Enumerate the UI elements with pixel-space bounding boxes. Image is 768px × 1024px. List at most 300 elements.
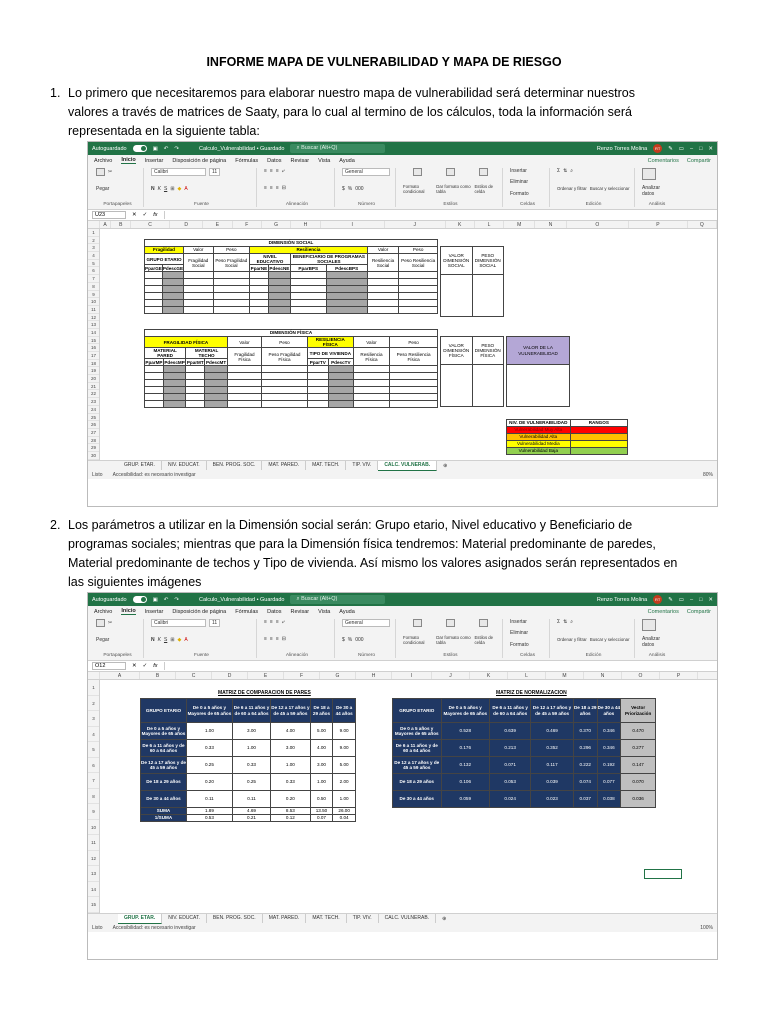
fx-icon[interactable]: fx — [153, 212, 158, 218]
font-name-select[interactable]: Calibri — [151, 168, 206, 176]
matrix-cell: 5.00 — [310, 723, 333, 740]
find-select-button[interactable]: Buscar y seleccionar — [589, 636, 630, 642]
row-number[interactable]: 3 — [88, 711, 99, 727]
status-ready: Listo — [92, 471, 103, 478]
row-number[interactable]: 10 — [88, 820, 99, 836]
pen-icon[interactable]: ✎ — [668, 145, 673, 152]
col-header[interactable]: P — [660, 672, 698, 679]
save-icon[interactable]: ▣ — [152, 145, 158, 152]
sum-icon[interactable]: Σ — [557, 619, 561, 625]
peso-header: Peso — [390, 337, 438, 348]
autosave-toggle[interactable] — [133, 145, 147, 152]
matrix-cell: 0.639 — [490, 723, 531, 740]
matrix-cell: 0.469 — [531, 723, 574, 740]
menu-inicio[interactable]: Inicio — [121, 157, 136, 163]
menu-bar — [88, 606, 717, 617]
wrap-icon[interactable]: ⤶ — [281, 168, 285, 174]
sort-filter-button[interactable]: Ordenar y filtrar — [557, 185, 587, 191]
col-header[interactable]: L — [508, 672, 546, 679]
analyze-data-icon[interactable] — [642, 168, 656, 180]
close-icon[interactable]: ✕ — [708, 145, 713, 152]
paste-label[interactable]: Pegar — [96, 637, 110, 643]
valor-dimension-fisica: VALOR DIMENSIÓN FÍSICA — [441, 337, 473, 365]
cut-icon[interactable]: ✂ — [108, 620, 113, 626]
row-label: De 6 a 11 años y de 60 a 64 años — [393, 740, 442, 757]
menu-vista[interactable]: Vista — [318, 157, 331, 164]
menu-disposicion[interactable]: Disposición de página — [172, 608, 227, 615]
format-button[interactable]: Formato — [510, 190, 529, 197]
row-number[interactable]: 24 — [88, 406, 99, 414]
enter-icon[interactable]: ✓ — [142, 663, 148, 669]
col-header[interactable]: K — [470, 672, 508, 679]
col-header[interactable]: E — [248, 672, 284, 679]
accessibility-status[interactable]: Accesibilidad: es necesario investigar — [112, 924, 196, 931]
tab-niv-educat[interactable]: NIV. EDUCAT. — [162, 461, 207, 470]
col-header[interactable]: H — [291, 221, 320, 228]
summary-cell: 0.53 — [186, 815, 232, 822]
name-box[interactable]: O12 — [92, 662, 126, 670]
underline-icon[interactable]: S — [163, 186, 168, 192]
row-number[interactable]: 6 — [88, 267, 99, 275]
level-high: Vulnerabilidad Alta — [507, 434, 571, 441]
col-header[interactable]: N — [535, 221, 566, 228]
row-number[interactable]: 3 — [88, 244, 99, 252]
ribbon — [88, 617, 717, 661]
tab-grup-etar[interactable]: GRUP. ETAR. — [118, 461, 162, 470]
menu-vista[interactable]: Vista — [318, 608, 331, 615]
tab-calc-vulnerab[interactable]: CALC. VULNERAB. — [378, 461, 437, 471]
summary-cell: 0.21 — [232, 815, 270, 822]
percent-icon[interactable]: % — [347, 186, 353, 192]
table-format-button[interactable]: Dar formato como tabla — [436, 635, 471, 645]
row-number[interactable]: 29 — [88, 444, 99, 452]
paragraph-line: valores a través de matrices de Saaty, para lo cual al termino de los cálculos, toda la información será — [68, 105, 632, 119]
border-icon[interactable]: ⊞ — [170, 186, 175, 192]
param-header: PdescMT — [205, 359, 227, 365]
row-number[interactable]: 14 — [88, 329, 99, 337]
border-icon[interactable]: ⊞ — [170, 637, 175, 643]
row-number[interactable]: 5 — [88, 260, 99, 268]
delete-button[interactable]: Eliminar — [510, 179, 529, 186]
delete-button[interactable]: Eliminar — [510, 630, 529, 637]
conditional-format-icon[interactable] — [413, 619, 422, 627]
table-format-icon[interactable] — [446, 619, 455, 627]
menu-archivo[interactable]: Archivo — [94, 157, 113, 164]
header-row — [141, 699, 356, 723]
align-middle-icon[interactable]: ≡ — [269, 168, 273, 174]
col-header[interactable]: A — [100, 221, 112, 228]
merge-icon[interactable]: ⊟ — [281, 185, 286, 191]
matrix-cell: 5.00 — [333, 757, 356, 774]
row-number[interactable]: 11 — [88, 835, 99, 851]
align-left-icon[interactable]: ≡ — [264, 185, 267, 191]
cut-icon[interactable]: ✂ — [108, 169, 113, 175]
column-header: De 0 a 5 años y Mayores de 65 años — [186, 699, 232, 723]
minimize-icon[interactable]: – — [690, 145, 694, 152]
social-title: DIMENSIÓN SOCIAL — [145, 240, 438, 247]
col-header[interactable]: F — [233, 221, 262, 228]
col-header[interactable]: F — [284, 672, 320, 679]
cells-group — [506, 619, 550, 658]
column-header: De 0 a 5 años y Mayores de 65 años — [441, 699, 490, 723]
matrix-cell: 0.33 — [232, 757, 270, 774]
vector-cell: 0.147 — [621, 757, 656, 774]
group-label: Análisis — [648, 202, 666, 207]
menu-ayuda[interactable]: Ayuda — [339, 608, 355, 615]
menu-datos[interactable]: Datos — [267, 608, 282, 615]
close-icon[interactable]: ✕ — [708, 596, 713, 603]
col-header[interactable]: Q — [688, 221, 717, 228]
row-number[interactable]: 10 — [88, 298, 99, 306]
enter-icon[interactable]: ✓ — [142, 212, 148, 218]
row-number[interactable]: 6 — [88, 758, 99, 774]
avatar[interactable]: RT — [655, 597, 661, 602]
formula-input[interactable] — [164, 662, 714, 670]
col-header[interactable]: M — [546, 672, 584, 679]
menu-formulas[interactable]: Fórmulas — [235, 157, 259, 164]
analyze-data-button[interactable]: Analizar datos — [642, 185, 661, 197]
add-sheet-icon[interactable]: ⊕ — [443, 462, 448, 469]
peso-header: Peso — [262, 337, 308, 348]
matrix-cell: 1.00 — [310, 774, 333, 791]
sort-filter-button[interactable]: Ordenar y filtrar — [557, 636, 587, 642]
tab-calc-vulnerab[interactable]: CALC. VULNERAB. — [379, 914, 436, 923]
row-number[interactable]: 13 — [88, 321, 99, 329]
table-row — [141, 740, 356, 757]
tab-tip-viv[interactable]: TIP. VIV. — [346, 461, 378, 470]
search-input[interactable]: ⌕ Buscar (Alt+Q) — [290, 144, 385, 153]
find-select-button[interactable]: Buscar y seleccionar — [589, 185, 630, 191]
font-size-select[interactable]: 11 — [209, 619, 220, 627]
minimize-icon[interactable]: – — [690, 596, 694, 603]
matrix-cell: 0.346 — [597, 740, 621, 757]
col-header[interactable]: J — [432, 672, 470, 679]
undo-icon[interactable]: ↶ — [163, 145, 169, 152]
ribbon-display-icon[interactable]: ▭ — [678, 145, 684, 152]
comments-button[interactable]: Comentarios — [647, 608, 679, 615]
align-center-icon[interactable]: ≡ — [269, 185, 273, 191]
row-label: De 30 a 44 años — [393, 791, 442, 808]
row-number[interactable]: 18 — [88, 360, 99, 368]
pen-icon[interactable]: ✎ — [668, 596, 673, 603]
row-number[interactable]: 1 — [88, 680, 99, 696]
comma-icon[interactable]: 000 — [355, 186, 364, 192]
row-number[interactable]: 1 — [88, 229, 99, 237]
col-header[interactable]: M — [504, 221, 535, 228]
row-number[interactable]: 9 — [88, 291, 99, 299]
font-color-icon[interactable]: A — [184, 186, 188, 192]
matrix-cell: 0.132 — [441, 757, 490, 774]
tab-grup-etar[interactable]: GRUP. ETAR. — [118, 914, 162, 924]
selected-cell[interactable] — [644, 869, 682, 879]
row-number[interactable]: 19 — [88, 367, 99, 375]
row-number[interactable]: 12 — [88, 851, 99, 867]
col-header[interactable]: I — [392, 672, 432, 679]
menu-ayuda[interactable]: Ayuda — [339, 157, 355, 164]
tab-mat-tech[interactable]: MAT. TECH. — [306, 461, 346, 470]
row-number[interactable]: 15 — [88, 337, 99, 345]
align-top-icon[interactable]: ≡ — [264, 619, 267, 625]
row-number[interactable]: 27 — [88, 429, 99, 437]
row-number[interactable]: 23 — [88, 398, 99, 406]
share-button[interactable]: Compartir — [686, 608, 711, 615]
tab-tip-viv[interactable]: TIP. VIV. — [347, 914, 379, 923]
row-number[interactable]: 28 — [88, 437, 99, 445]
matrix-cell: 0.106 — [441, 774, 490, 791]
row-number[interactable]: 9 — [88, 804, 99, 820]
menu-datos[interactable]: Datos — [267, 157, 282, 164]
peso-dimension-social: PESO DIMENSIÓN SOCIAL — [472, 247, 504, 275]
col-header[interactable]: H — [356, 672, 392, 679]
paragraph-line: Material predominante de techos y Tipo de vivienda. Así mismo los valores asignados serán representados en — [68, 556, 678, 570]
cancel-icon[interactable]: ✕ — [132, 212, 137, 218]
col-header[interactable]: G — [262, 221, 291, 228]
zoom-level[interactable]: 80% — [702, 471, 713, 478]
valor-header: Valor — [367, 247, 399, 254]
number-format-select[interactable]: General — [342, 619, 390, 627]
col-header[interactable]: E — [203, 221, 232, 228]
level-low: Vulnerabilidad Baja — [507, 448, 571, 455]
row-number[interactable]: 5 — [88, 742, 99, 758]
row-number[interactable]: 15 — [88, 897, 99, 913]
align-bottom-icon[interactable]: ≡ — [275, 168, 279, 174]
sort-icon[interactable]: ⇅ — [563, 168, 568, 174]
add-sheet-icon[interactable]: ⊕ — [442, 915, 447, 922]
row-number[interactable]: 20 — [88, 375, 99, 383]
row-number[interactable]: 26 — [88, 421, 99, 429]
align-left-icon[interactable]: ≡ — [264, 636, 267, 642]
menu-inicio[interactable]: Inicio — [121, 608, 136, 614]
valor-vulnerabilidad: VALOR DE LA VULNERABILIDAD — [507, 337, 570, 365]
fragilidad-fisica-header: FRAGILIDAD FÍSICA — [145, 337, 228, 348]
undo-icon[interactable]: ↶ — [163, 596, 169, 603]
matrix-cell: 0.037 — [573, 791, 597, 808]
font-color-icon[interactable]: A — [184, 637, 188, 643]
tab-mat-pared[interactable]: MAT. PARED. — [263, 914, 307, 923]
fill-icon[interactable]: ◆ — [177, 186, 182, 192]
sheet-grid[interactable] — [88, 680, 717, 913]
col-header[interactable]: G — [320, 672, 356, 679]
autosave-label: Autoguardado — [92, 145, 127, 152]
row-number[interactable]: 17 — [88, 352, 99, 360]
cell-styles-icon[interactable] — [479, 168, 488, 176]
fill-icon[interactable]: ◆ — [177, 637, 182, 643]
align-middle-icon[interactable]: ≡ — [269, 619, 273, 625]
row-number[interactable]: 7 — [88, 275, 99, 283]
table-format-icon[interactable] — [446, 168, 455, 176]
tab-ben-prog-soc[interactable]: BEN. PROG. SOC. — [207, 914, 263, 923]
row-number[interactable]: 21 — [88, 383, 99, 391]
percent-icon[interactable]: % — [347, 637, 353, 643]
row-number[interactable]: 12 — [88, 314, 99, 322]
col-header[interactable]: B — [140, 672, 176, 679]
col-header[interactable]: D — [170, 221, 203, 228]
bold-icon[interactable]: N — [151, 186, 155, 192]
merge-icon[interactable]: ⊟ — [281, 636, 286, 642]
table-row — [141, 757, 356, 774]
font-size-select[interactable]: 11 — [209, 168, 220, 176]
insert-button[interactable]: Insertar — [510, 168, 527, 174]
cell-styles-button[interactable]: Estilos de celda — [474, 635, 494, 645]
col-header[interactable]: J — [385, 221, 446, 228]
col-header[interactable]: D — [212, 672, 248, 679]
search-input[interactable]: ⌕ Buscar (Alt+Q) — [290, 595, 385, 604]
accessibility-status[interactable]: Accesibilidad: es necesario investigar — [112, 471, 196, 478]
param-header: PdescTV — [328, 359, 353, 366]
row-number[interactable]: 4 — [88, 252, 99, 260]
paragraph-line: Los parámetros a utilizar en la Dimensión social serán: Grupo etario, Nivel educativo y Beneficiario de — [68, 518, 633, 532]
col-header[interactable]: B — [111, 221, 131, 228]
find-icon[interactable]: ⌕ — [570, 619, 574, 625]
menu-revisar[interactable]: Revisar — [290, 608, 310, 615]
col-header[interactable]: N — [584, 672, 622, 679]
italic-icon[interactable]: K — [157, 186, 161, 192]
summary-cell: 0.07 — [310, 815, 333, 822]
col-header[interactable]: A — [100, 672, 140, 679]
currency-icon[interactable]: $ — [342, 186, 345, 192]
col-header[interactable]: K — [446, 221, 475, 228]
grupo-etario-header: GRUPO ETARIO — [145, 254, 184, 265]
maximize-icon[interactable]: □ — [699, 596, 703, 603]
row-number[interactable]: 4 — [88, 727, 99, 743]
menu-formulas[interactable]: Fórmulas — [235, 608, 259, 615]
tab-niv-educat[interactable]: NIV. EDUCAT. — [162, 914, 207, 923]
row-number[interactable]: 11 — [88, 306, 99, 314]
table-row — [145, 366, 438, 373]
format-button[interactable]: Formato — [510, 641, 529, 648]
row-number[interactable]: 16 — [88, 344, 99, 352]
col-header[interactable]: O — [622, 672, 660, 679]
summary-cell: 1.89 — [186, 808, 232, 815]
matrix-cell: 4.00 — [271, 723, 311, 740]
param-header: PparTV — [307, 359, 328, 366]
underline-icon[interactable]: S — [163, 637, 168, 643]
row-number[interactable]: 8 — [88, 789, 99, 805]
tab-ben-prog-soc[interactable]: BEN. PROG. SOC. — [207, 461, 263, 470]
row-number[interactable]: 22 — [88, 390, 99, 398]
group-label: Número — [357, 653, 376, 658]
col-header[interactable]: L — [475, 221, 504, 228]
file-name: Calculo_Vulnerabilidad • Guardado — [198, 596, 285, 603]
table-format-button[interactable]: Dar formato como tabla — [436, 184, 471, 194]
redo-icon[interactable]: ↷ — [174, 596, 179, 603]
editing-group — [553, 168, 635, 207]
matrix-cell: 0.176 — [441, 740, 490, 757]
menu-insertar[interactable]: Insertar — [144, 157, 164, 164]
conditional-format-icon[interactable] — [413, 168, 422, 176]
vector-cell: 0.470 — [621, 723, 656, 740]
conditional-format-button[interactable]: Formato condicional — [403, 184, 425, 194]
valor-header: Valor — [353, 337, 389, 348]
row-number[interactable]: 13 — [88, 866, 99, 882]
sheet-grid[interactable] — [88, 229, 717, 460]
row-number[interactable]: 30 — [88, 452, 99, 460]
paragraph-line: Lo primero que necesitaremos para elaborar nuestro mapa de vulnerabilidad será determinar nuestros — [68, 86, 635, 100]
menu-revisar[interactable]: Revisar — [290, 157, 310, 164]
align-center-icon[interactable]: ≡ — [269, 636, 273, 642]
sum-icon[interactable]: Σ — [557, 168, 561, 174]
row-number[interactable]: 8 — [88, 283, 99, 291]
matrix-cell: 2.00 — [333, 774, 356, 791]
paste-label[interactable]: Pegar — [96, 186, 110, 192]
tab-mat-pared[interactable]: MAT. PARED. — [262, 461, 306, 470]
paste-icon[interactable] — [96, 168, 105, 176]
name-box[interactable]: U23 — [92, 211, 126, 219]
wrap-icon[interactable]: ⤶ — [281, 619, 285, 625]
table-row — [145, 394, 438, 401]
comments-button[interactable]: Comentarios — [647, 157, 679, 164]
col-header[interactable]: O — [567, 221, 629, 228]
number-format-select[interactable]: General — [342, 168, 390, 176]
analysis-group — [638, 619, 676, 658]
save-icon[interactable]: ▣ — [152, 596, 158, 603]
autosave-toggle[interactable] — [133, 596, 147, 603]
formula-input[interactable] — [164, 211, 714, 219]
fx-icon[interactable]: fx — [153, 663, 158, 669]
font-name-select[interactable]: Calibri — [151, 619, 206, 627]
conditional-format-button[interactable]: Formato condicional — [403, 635, 425, 645]
zoom-level[interactable]: 100% — [700, 924, 713, 931]
align-top-icon[interactable]: ≡ — [264, 168, 267, 174]
menu-archivo[interactable]: Archivo — [94, 608, 113, 615]
avatar[interactable]: RT — [655, 146, 661, 151]
cell-styles-icon[interactable] — [479, 619, 488, 627]
analyze-data-button[interactable]: Analizar datos — [642, 636, 661, 648]
level-medium: Vulnerabilidad Media — [507, 441, 571, 448]
ribbon-display-icon[interactable]: ▭ — [678, 596, 684, 603]
column-header: De 18 a 29 años — [573, 699, 597, 723]
table-row — [145, 401, 438, 408]
align-right-icon[interactable]: ≡ — [275, 636, 279, 642]
matrix-cell: 0.11 — [232, 791, 270, 808]
row-number[interactable]: 14 — [88, 882, 99, 898]
col-header[interactable]: P — [629, 221, 688, 228]
comma-icon[interactable]: 000 — [355, 637, 364, 643]
cell-styles-button[interactable]: Estilos de celda — [474, 184, 494, 194]
menu-disposicion[interactable]: Disposición de página — [172, 157, 227, 164]
analyze-data-icon[interactable] — [642, 619, 656, 631]
maximize-icon[interactable]: □ — [699, 145, 703, 152]
cancel-icon[interactable]: ✕ — [132, 663, 137, 669]
col-header[interactable]: C — [131, 221, 170, 228]
italic-icon[interactable]: K — [157, 637, 161, 643]
bold-icon[interactable]: N — [151, 637, 155, 643]
menu-insertar[interactable]: Insertar — [144, 608, 164, 615]
align-right-icon[interactable]: ≡ — [275, 185, 279, 191]
col-header[interactable]: I — [321, 221, 385, 228]
column-header: De 12 a 17 años y de 45 a 59 años — [271, 699, 311, 723]
insert-button[interactable]: Insertar — [510, 619, 527, 625]
align-bottom-icon[interactable]: ≡ — [275, 619, 279, 625]
row-number[interactable]: 2 — [88, 237, 99, 245]
matrix-cell: 0.20 — [271, 791, 311, 808]
sort-icon[interactable]: ⇅ — [563, 619, 568, 625]
row-number[interactable]: 2 — [88, 696, 99, 712]
row-number[interactable]: 7 — [88, 773, 99, 789]
paragraph-1 — [50, 84, 708, 141]
col-header[interactable]: C — [176, 672, 212, 679]
row-label: De 12 a 17 años y de 45 a 59 años — [393, 757, 442, 774]
redo-icon[interactable]: ↷ — [174, 145, 179, 152]
summary-cell: 8.53 — [271, 808, 311, 815]
paste-icon[interactable] — [96, 619, 105, 627]
currency-icon[interactable]: $ — [342, 637, 345, 643]
share-button[interactable]: Compartir — [686, 157, 711, 164]
tab-mat-tech[interactable]: MAT. TECH. — [306, 914, 346, 923]
find-icon[interactable]: ⌕ — [570, 168, 574, 174]
peso-header: Peso — [399, 247, 438, 254]
row-number[interactable]: 25 — [88, 414, 99, 422]
